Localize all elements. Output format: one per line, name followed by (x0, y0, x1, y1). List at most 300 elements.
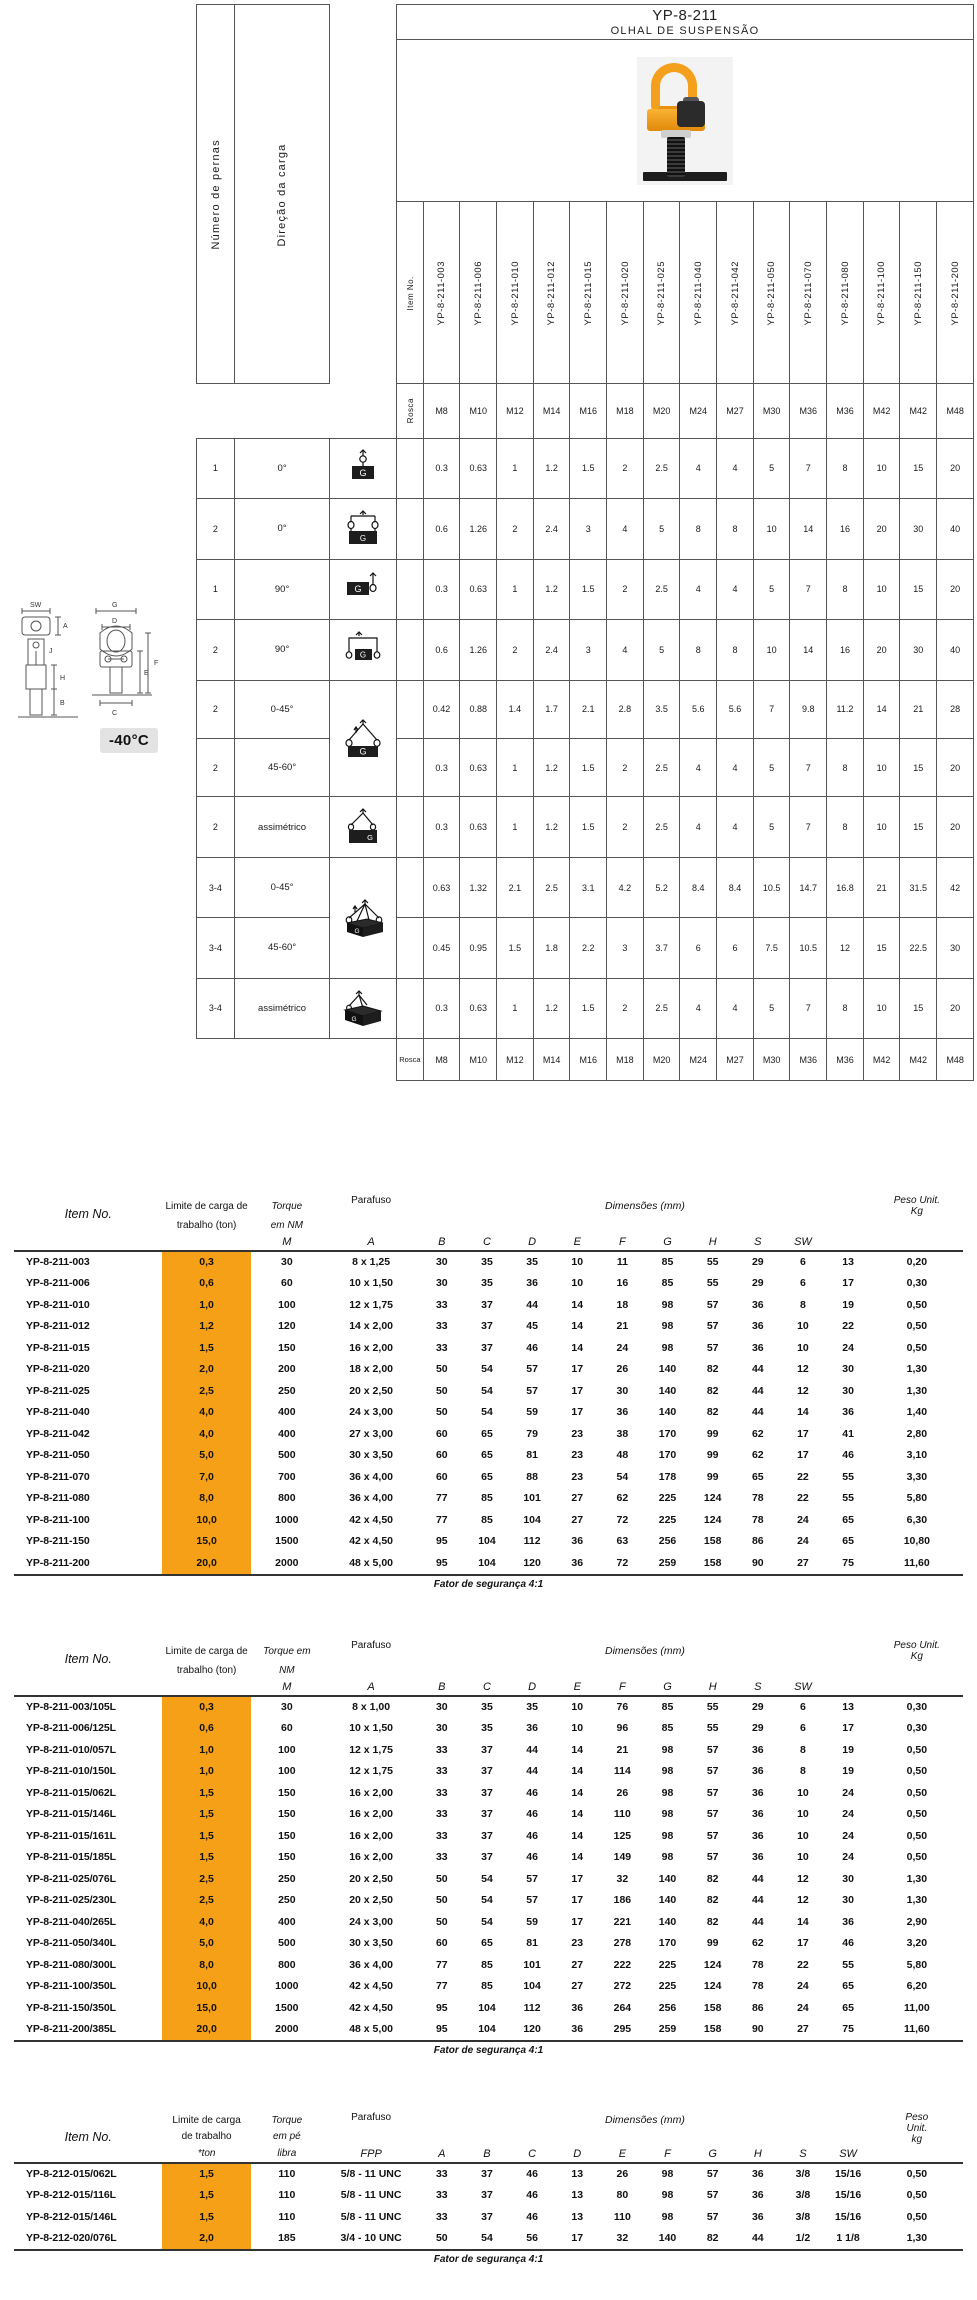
matrix-capacity-value: 3.7 (643, 918, 680, 978)
matrix-item-number: YP-8-211-042 (717, 202, 754, 384)
row-item-no: YP-8-212-015/062L (26, 2168, 117, 2181)
row-item-no: YP-8-211-006 (26, 1277, 90, 1290)
matrix-item-number: YP-8-211-080 (827, 202, 864, 384)
row-dim: 57 (706, 1786, 719, 1799)
sling-4-leg-asym-icon (337, 988, 389, 1028)
col-header-dimensoes: Dimensões (mm) (604, 1645, 685, 1657)
matrix-capacity-value: 2.5 (643, 797, 680, 857)
matrix-capacity-value: 2 (607, 438, 644, 498)
row-dim: 104 (478, 2001, 496, 2014)
sling-2-leg-asym-icon (337, 807, 389, 847)
matrix-capacity-value: 5 (753, 559, 790, 619)
row-dim: 14 (797, 1406, 809, 1419)
row-peso: 0,50 (906, 1765, 928, 1778)
matrix-capacity-value: 1.2 (533, 738, 570, 796)
row-item-no: YP-8-212-020/076L (26, 2232, 117, 2245)
row-torque: 2000 (275, 2023, 299, 2036)
matrix-capacity-value: 20 (937, 978, 974, 1038)
rosca-value-bottom: M18 (607, 1039, 644, 1081)
row-dim: 98 (661, 1808, 674, 1821)
row-peso: 0,50 (906, 1298, 928, 1311)
row-dim: 8 (800, 1765, 806, 1778)
col-header-dim-B: B (438, 1235, 446, 1248)
row-dim: 60 (435, 1470, 448, 1483)
matrix-capacity-value: 5 (753, 438, 790, 498)
row-dim: 30 (435, 1722, 448, 1735)
row-item-no: YP-8-211-150/350L (26, 2001, 116, 2014)
matrix-direction: 90° (234, 620, 330, 680)
table-row (14, 1739, 963, 1761)
row-dim: 32 (616, 1872, 629, 1885)
row-dim: 46 (842, 1449, 854, 1462)
matrix-capacity-value: 0.63 (423, 857, 460, 917)
rosca-value: M48 (937, 384, 974, 438)
table-row (14, 1273, 963, 1295)
row-dim: 37 (481, 1298, 493, 1311)
row-dim: 36 (751, 1851, 764, 1864)
matrix-row (197, 918, 974, 978)
row-dim: 57 (526, 1384, 538, 1397)
row-dim: 29 (751, 1256, 764, 1269)
row-dim: 33 (435, 1320, 448, 1333)
row-dim: 27 (571, 1958, 584, 1971)
matrix-capacity-value: 15 (900, 438, 937, 498)
row-dim: 14 (571, 1743, 584, 1756)
row-dim: 85 (661, 1256, 674, 1269)
row-peso: 11,60 (903, 1556, 930, 1569)
svg-text:G: G (359, 468, 367, 479)
sling-1-leg-vertical-icon (337, 448, 389, 488)
table-row (14, 1782, 963, 1804)
matrix-capacity-value: 0.6 (423, 499, 460, 559)
matrix-capacity-value: 0.63 (460, 559, 497, 619)
row-dim: 37 (481, 1320, 493, 1333)
rosca-value: M24 (680, 384, 717, 438)
matrix-capacity-value: 20 (937, 438, 974, 498)
col-header-peso (871, 1640, 963, 1662)
row-dim: 57 (706, 1320, 719, 1333)
matrix-direction: 0-45° (234, 857, 330, 917)
row-parafuso: 42 x 4,50 (349, 1513, 393, 1526)
matrix-capacity-value: 5 (753, 738, 790, 796)
row-dim: 32 (616, 2232, 629, 2245)
matrix-capacity-value: 1.32 (460, 857, 497, 917)
matrix-item-number: YP-8-211-150 (900, 202, 937, 384)
row-dim: 60 (435, 1449, 448, 1462)
row-peso: 1,40 (906, 1406, 928, 1419)
row-torque: 100 (278, 1298, 296, 1311)
row-parafuso: 16 x 2,00 (349, 1851, 393, 1864)
matrix-capacity-value: 4 (717, 438, 754, 498)
matrix-capacity-value: 7 (753, 680, 790, 738)
product-photo-cell (397, 40, 974, 202)
row-dim: 36 (571, 1535, 584, 1548)
matrix-direction: 45-60° (234, 738, 330, 796)
row-dim: 76 (616, 1701, 629, 1714)
matrix-capacity-value: 8 (827, 738, 864, 796)
matrix-item-number: YP-8-211-100 (863, 202, 900, 384)
matrix-capacity-value: 20 (863, 620, 900, 680)
dimension-table-long (14, 1640, 963, 2056)
row-wll: 1,5 (162, 2206, 250, 2228)
row-dim: 104 (523, 1980, 541, 1993)
row-dim: 104 (478, 2023, 496, 2036)
row-torque: 500 (278, 1449, 296, 1462)
row-dim: 77 (435, 1980, 448, 1993)
row-parafuso: 12 x 1,75 (349, 1765, 393, 1778)
svg-text:F: F (154, 660, 159, 667)
matrix-capacity-value: 20 (937, 797, 974, 857)
row-torque: 30 (281, 1701, 293, 1714)
dim-table-2 (14, 2112, 963, 2249)
row-parafuso: 5/8 - 11 UNC (340, 2210, 402, 2223)
row-dim: 149 (613, 1851, 632, 1864)
row-wll: 2,5 (162, 1868, 250, 1890)
row-dim: 60 (435, 1427, 448, 1440)
dimension-drawing-svg (8, 595, 190, 775)
row-dim: 37 (481, 1786, 493, 1799)
row-dim: 44 (751, 1363, 764, 1376)
row-dim: 79 (526, 1427, 538, 1440)
row-dim: 98 (661, 2189, 674, 2202)
matrix-capacity-value: 0.45 (423, 918, 460, 978)
matrix-row (197, 857, 974, 917)
row-torque: 110 (278, 2189, 296, 2202)
rosca-value: M30 (753, 384, 790, 438)
matrix-capacity-value: 1.5 (570, 438, 607, 498)
row-dim: 33 (435, 2210, 448, 2223)
matrix-legs: 2 (197, 620, 235, 680)
row-dim: 44 (751, 1872, 764, 1885)
rosca-value-bottom: M27 (717, 1039, 754, 1081)
sling-4-leg-angled-icon (337, 898, 389, 938)
row-dim: 46 (842, 1937, 854, 1950)
matrix-item-number: YP-8-211-050 (753, 202, 790, 384)
row-dim: 54 (481, 1363, 493, 1376)
matrix-capacity-value: 1 (497, 438, 534, 498)
matrix-direction: 0° (234, 499, 330, 559)
peso-line-1: Peso Unit. (893, 1640, 940, 1651)
matrix-capacity-value: 4 (717, 559, 754, 619)
row-item-no: YP-8-211-025/076L (26, 1872, 116, 1885)
matrix-capacity-value: 3 (570, 620, 607, 680)
col-header-dim-C: C (482, 1680, 491, 1693)
matrix-capacity-value: 7.5 (753, 918, 790, 978)
matrix-capacity-value: 21 (900, 680, 937, 738)
matrix-capacity-value: 6 (680, 918, 717, 978)
row-item-no: YP-8-211-010/150L (26, 1765, 116, 1778)
matrix-row (197, 680, 974, 738)
row-dim: 46 (526, 1786, 538, 1799)
row-peso: 0,50 (906, 2168, 928, 2181)
matrix-capacity-value: 2 (607, 797, 644, 857)
matrix-capacity-value: 1.26 (460, 499, 497, 559)
row-dim: 29 (751, 1722, 764, 1735)
row-peso: 1,30 (906, 1384, 928, 1397)
row-dim: 24 (797, 1513, 809, 1526)
matrix-capacity-value: 0.3 (423, 797, 460, 857)
row-dim: 85 (481, 1492, 493, 1505)
row-wll: 2,5 (162, 1890, 250, 1912)
row-torque: 100 (278, 1743, 296, 1756)
row-dim: 124 (703, 1513, 722, 1526)
row-dim: 14 (797, 1915, 809, 1928)
matrix-legs: 2 (197, 738, 235, 796)
row-dim: 54 (481, 1872, 493, 1885)
row-peso: 0,30 (906, 1722, 928, 1735)
matrix-itemno-spacer (397, 857, 424, 917)
matrix-capacity-value: 2 (607, 738, 644, 796)
row-dim: 85 (661, 1277, 674, 1290)
row-dim: 75 (842, 2023, 854, 2036)
row-dim: 14 (571, 1320, 584, 1333)
matrix-capacity-value: 10 (863, 438, 900, 498)
matrix-capacity-value: 3 (570, 499, 607, 559)
row-wll: 4,0 (162, 1911, 250, 1933)
table-row (14, 1761, 963, 1783)
row-peso: 0,50 (906, 1829, 928, 1842)
row-dim: 14 (571, 1765, 584, 1778)
row-item-no: YP-8-211-012 (26, 1320, 90, 1333)
row-dim: 30 (842, 1384, 854, 1397)
row-dim: 14 (571, 1298, 584, 1311)
peso-line-1: Peso (905, 2112, 929, 2123)
row-dim: 98 (661, 1743, 674, 1756)
row-dim: 17 (797, 1937, 809, 1950)
matrix-itemno-spacer (397, 738, 424, 796)
row-dim: 54 (481, 1894, 493, 1907)
matrix-capacity-value: 28 (937, 680, 974, 738)
matrix-capacity-value: 5 (753, 978, 790, 1038)
row-dim: 62 (616, 1492, 629, 1505)
row-dim: 98 (661, 2210, 674, 2223)
row-item-no: YP-8-211-015/161L (26, 1829, 116, 1842)
row-wll: 1,5 (162, 1825, 250, 1847)
matrix-capacity-value: 22.5 (900, 918, 937, 978)
row-dim: 57 (706, 1808, 719, 1821)
table-row (14, 1718, 963, 1740)
svg-text:D: D (112, 618, 118, 625)
row-dim: 15/16 (834, 2189, 862, 2202)
matrix-legs: 3-4 (197, 978, 235, 1038)
row-dim: 30 (616, 1384, 629, 1397)
matrix-capacity-value: 10 (753, 620, 790, 680)
row-dim: 6 (800, 1256, 806, 1269)
row-dim: 85 (661, 1701, 674, 1714)
row-item-no: YP-8-211-050/340L (26, 1937, 116, 1950)
row-peso: 2,80 (906, 1427, 928, 1440)
row-dim: 8 (800, 1743, 806, 1756)
rosca-value-bottom: M42 (900, 1039, 937, 1081)
svg-text:G: G (354, 927, 360, 935)
row-torque: 150 (278, 1341, 296, 1354)
row-dim: 15/16 (834, 2210, 862, 2223)
row-dim: 17 (571, 1915, 584, 1928)
col-header-torque-1: Torque em (263, 1645, 311, 1657)
col-header-parafuso: Parafuso (351, 2112, 392, 2123)
row-dim: 140 (658, 1363, 677, 1376)
row-dim: 57 (706, 1829, 719, 1842)
table-row (14, 1976, 963, 1998)
row-dim: 17 (842, 1277, 854, 1290)
row-dim: 24 (842, 1851, 854, 1864)
rosca-value: M27 (717, 384, 754, 438)
matrix-capacity-value: 1.2 (533, 438, 570, 498)
row-dim: 36 (751, 1743, 764, 1756)
row-torque: 110 (278, 2168, 296, 2181)
row-dim: 78 (751, 1958, 764, 1971)
row-parafuso: 30 x 3,50 (349, 1937, 393, 1950)
row-dim: 82 (706, 1406, 719, 1419)
row-dim: 44 (751, 1406, 764, 1419)
row-torque: 150 (278, 1829, 296, 1842)
row-dim: 54 (616, 1470, 629, 1483)
row-parafuso: 12 x 1,75 (349, 1743, 393, 1756)
matrix-legs: 2 (197, 797, 235, 857)
row-item-no: YP-8-211-015/146L (26, 1808, 116, 1821)
row-dim: 186 (613, 1894, 632, 1907)
header-legs: Número de pernas (197, 5, 235, 384)
row-item-no: YP-8-211-100/350L (26, 1980, 116, 1993)
svg-text:G: G (360, 650, 367, 660)
row-item-no: YP-8-211-200/385L (26, 2023, 116, 2036)
row-parafuso: 10 x 1,50 (349, 1277, 393, 1290)
row-torque: 60 (281, 1277, 293, 1290)
row-wll: 1,5 (162, 1847, 250, 1869)
header-rosca-top: Rosca (397, 384, 424, 438)
row-parafuso: 24 x 3,00 (349, 1915, 393, 1928)
matrix-capacity-value: 2.5 (643, 438, 680, 498)
row-dim: 36 (751, 1829, 764, 1842)
row-dim: 140 (658, 1915, 677, 1928)
matrix-capacity-value: 1.2 (533, 559, 570, 619)
row-dim: 85 (481, 1513, 493, 1526)
col-header-item-no: Item No. (64, 2130, 112, 2144)
table-row (14, 1380, 963, 1402)
row-wll: 4,0 (162, 1423, 250, 1445)
rosca-value: M16 (570, 384, 607, 438)
row-dim: 98 (661, 1786, 674, 1799)
row-dim: 44 (751, 1894, 764, 1907)
matrix-capacity-value: 1 (497, 797, 534, 857)
matrix-direction: 0-45° (234, 680, 330, 738)
col-header-dim-B: B (483, 2147, 491, 2160)
col-header-dim-F: F (664, 2147, 671, 2160)
row-dim: 36 (526, 1277, 538, 1290)
safety-factor-note: Fator de segurança 4:1 (433, 2045, 544, 2056)
row-dim: 256 (658, 1535, 677, 1548)
row-peso: 1,30 (906, 1894, 928, 1907)
sling-2-leg-angled-icon (337, 718, 389, 758)
row-wll: 8,0 (162, 1954, 250, 1976)
matrix-capacity-value: 2 (607, 978, 644, 1038)
row-torque: 1000 (275, 1513, 299, 1526)
row-item-no: YP-8-211-100 (26, 1513, 90, 1526)
row-wll: 8,0 (162, 1488, 250, 1510)
row-dim: 37 (481, 1808, 493, 1821)
matrix-capacity-value: 21 (863, 857, 900, 917)
row-dim: 23 (571, 1449, 584, 1462)
row-dim: 24 (616, 1341, 629, 1354)
row-wll: 0,3 (162, 1696, 250, 1718)
row-item-no: YP-8-211-003/105L (26, 1701, 116, 1714)
svg-text:A: A (63, 623, 68, 630)
row-wll: 5,0 (162, 1445, 250, 1467)
matrix-capacity-value: 5.6 (680, 680, 717, 738)
matrix-capacity-value: 7 (790, 978, 827, 1038)
row-dim: 3/8 (795, 2189, 811, 2202)
matrix-capacity-value: 0.63 (460, 978, 497, 1038)
row-dim: 14 (571, 1341, 584, 1354)
row-dim: 22 (797, 1958, 809, 1971)
row-dim: 36 (751, 2189, 764, 2202)
row-dim: 295 (613, 2023, 632, 2036)
col-header-wll-1: Limite de carga de (165, 1645, 248, 1657)
row-dim: 85 (481, 1958, 493, 1971)
row-dim: 29 (751, 1701, 764, 1714)
row-item-no: YP-8-211-015 (26, 1341, 90, 1354)
matrix-capacity-value: 1.5 (570, 738, 607, 796)
table-row (14, 1445, 963, 1467)
col-header-dim-E: E (573, 1680, 581, 1693)
table-row (14, 2228, 963, 2250)
matrix-capacity-value: 8 (827, 438, 864, 498)
row-torque: 400 (278, 1427, 296, 1440)
row-dim: 12 (797, 1384, 809, 1397)
matrix-capacity-value: 6 (717, 918, 754, 978)
row-item-no: YP-8-211-042 (26, 1427, 90, 1440)
table-row (14, 1423, 963, 1445)
row-dim: 45 (526, 1320, 538, 1333)
row-dim: 14 (571, 1829, 584, 1842)
row-peso: 0,30 (906, 1277, 928, 1290)
row-peso: 0,50 (906, 1786, 928, 1799)
row-peso: 0,50 (906, 1743, 928, 1756)
col-header-dim-F: F (619, 1680, 626, 1693)
matrix-capacity-value: 1.5 (570, 559, 607, 619)
table-row (14, 1251, 963, 1273)
table-row (14, 1466, 963, 1488)
matrix-capacity-value: 10 (863, 738, 900, 796)
row-dim: 54 (481, 1384, 493, 1397)
row-dim: 54 (481, 2232, 493, 2245)
matrix-direction: 0° (234, 438, 330, 498)
row-dim: 82 (706, 1384, 719, 1397)
svg-text:SW: SW (30, 602, 42, 609)
row-peso: 3,30 (906, 1470, 928, 1483)
row-dim: 35 (481, 1277, 493, 1290)
row-torque: 250 (278, 1894, 296, 1907)
col-header-dim-H: H (753, 2147, 762, 2160)
matrix-sling-icon-cell (330, 680, 397, 797)
row-dim: 46 (526, 2168, 538, 2181)
matrix-capacity-value: 0.6 (423, 620, 460, 680)
row-dim: 158 (703, 1556, 722, 1569)
row-dim: 57 (706, 2168, 719, 2181)
table-row (14, 1954, 963, 1976)
row-dim: 33 (435, 2189, 448, 2202)
matrix-capacity-value: 4 (717, 797, 754, 857)
matrix-capacity-value: 2 (497, 499, 534, 559)
matrix-legs: 2 (197, 680, 235, 738)
row-dim: 158 (703, 2001, 722, 2014)
matrix-capacity-value: 1 (497, 978, 534, 1038)
row-wll: 0,3 (162, 1251, 250, 1273)
sling-2-leg-vertical-icon (337, 509, 389, 549)
matrix-capacity-value: 11.2 (827, 680, 864, 738)
row-dim: 17 (571, 1894, 584, 1907)
row-dim: 158 (703, 1535, 722, 1548)
